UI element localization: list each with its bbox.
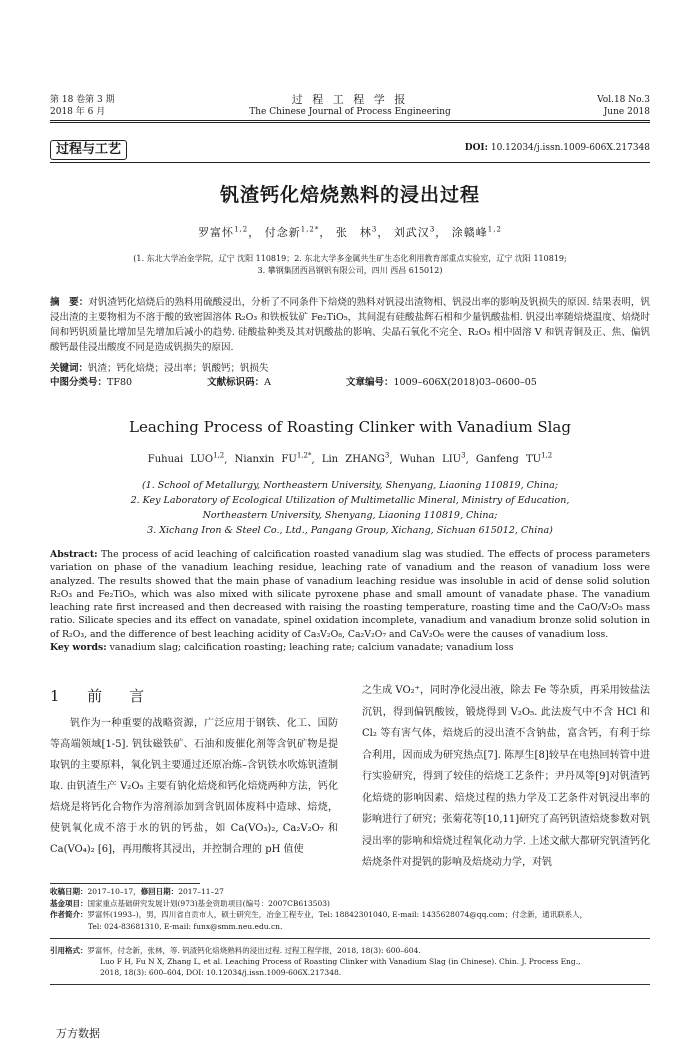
journal-name-en: The Chinese Journal of Process Engineering <box>249 107 451 117</box>
author-cn: 刘武汉$^3$ <box>393 225 436 239</box>
keywords-en-label: Key words: <box>50 642 107 654</box>
affiliation-line: 2. Key Laboratory of Ecological Utilization of Multimetallic Mineral, Ministry of Education, <box>130 495 570 506</box>
abstract-cn-text: 对钒渣钙化焙烧后的熟料用硫酸浸出，分析了不同条件下焙烧的熟料对钒浸出渣物相、钒浸出率的影响及钒损失的原因. 结果表明，钒浸出渣的主要物相为不溶于酸的致密固溶体 R₂O₃ 和铁板钛矿 Fe₂TiO₅，其间混有硅酸盐辉石相和少量钒酸盐相. 钒浸出率随焙烧温度、焙烧时间和钙钒质量比增加呈先增加后减小的趋势. 硅酸盐种类及其对钒酸盐的影响、尖晶石氧化不完全、R₂O₃ 相中固溶 V 和钒青铜及正、焦、偏钒酸钙最佳浸出酸度不同是造成钒损失的原因. <box>50 297 650 353</box>
header-rule-thin <box>50 122 650 123</box>
body-paragraph: 之生成 VO₂⁺，同时净化浸出液，除去 Fe 等杂质，再采用铵盐法沉钒，得到偏钒酸铵，锻烧得到 V₂O₅. 此法废气中不含 HCl 和 Cl₂ 等有害气体，焙烧后的浸出渣不含钠盐，富含钙，有利于综合利用，因而成为研究热点[7]. 陈厚生[8]较早在电热回转管中进行实验研究，得到了较佳的焙烧工艺条件；尹丹凤等[9]对钒渣钙化焙烧的影响因素、焙烧过程的热力学及工艺条件对钒浸出率的影响进行了研究；张菊花等[10,11]研究了高钙钒渣焙烧参数对钒浸出率的影响和焙烧过程氧化动力学. 上述文献大都研究钒渣钙化焙烧条件对提钒的影响及焙烧动力学，对钒 <box>362 685 650 868</box>
document-code: 文献标识码：A <box>207 377 271 388</box>
author-bio-contact: Tel: 024-83681310, E-mail: funx@smm.neu.edu.cn. <box>88 921 283 931</box>
author-list-cn: 罗富怀$^{1,2}$， 付念新$^{1,2*}$， 张 林$^3$， 刘武汉$^3$， 涂赣峰$^{1,2}$ <box>198 225 502 239</box>
footnotes <box>50 886 650 932</box>
abstract-en-label: Abstract: <box>50 549 98 560</box>
citation-en: Luo F H, Fu N X, Zhang L, et al. Leaching Process of Roasting Clinker with Vanadium Slag (in Chinese). Chin. J. Process Eng., <box>100 957 581 966</box>
received-dates: 收稿日期：2017–10–17，修回日期：2017–11–27 <box>50 887 224 896</box>
doi-value: 10.12034/j.issn.1009-606X.217348 <box>490 143 650 153</box>
wanfang-watermark: 万方数据 <box>56 1027 100 1040</box>
classification-line <box>50 376 650 390</box>
abstract-en-text: The process of acid leaching of calcification roasted vanadium slag was studied. The effects of process parameters variation on phase of the vanadium leaching residue, leaching rate of vanadium and the reason of vanadium loss were analyzed. The results showed that the main phase of vanadium leaching residue was insoluble in acid of dense solid solution R₂O₃ and Fe₂TiO₅, which was also mixed with silicate pyroxene phase and small amount of vanadate phase. The vanadium leaching rate first increased and then decreased with raising the roasting temperature, roasting time and the CaO/V₂O₅ mass ratio. Silicate species and its effect on vanadate, spinel oxidation incomplete, vanadium and vanadium bronze solid solution in of R₂O₃, and the difference of best leaching acidity of Ca₃V₂O₈, Ca₂V₂O₇ and CaV₂O₆ were the causes of vanadium loss. <box>50 549 650 640</box>
article-title-en: Leaching Process of Roasting Clinker with Vanadium Slag <box>129 418 571 436</box>
body-column-right <box>362 680 650 874</box>
abstract-en <box>50 548 650 654</box>
journal-name-cn: 过 程 工 程 学 报 <box>291 93 409 106</box>
header-rule <box>50 120 650 121</box>
article-title-cn: 钒渣钙化焙烧熟料的浸出过程 <box>219 184 480 206</box>
section-heading: 1 前 言 <box>50 687 151 705</box>
author-en: Lin ZHANG$^3$ <box>321 452 390 466</box>
citation-box <box>50 938 650 985</box>
date-en: June 2018 <box>603 107 650 117</box>
date-cn: 2018 年 6 月 <box>50 107 106 117</box>
affiliation-line: Northeastern University, Shenyang, Liaoning 110819, China; <box>202 510 498 521</box>
citation-en-cont: 2018, 18(3): 600–604, DOI: 10.12034/j.issn.1009-606X.217348. <box>100 968 342 977</box>
volume-issue-en: Vol.18 No.3 <box>597 95 650 105</box>
doi[interactable] <box>465 143 650 153</box>
article-meta-cn <box>50 362 650 390</box>
affiliations-en <box>60 478 640 538</box>
footnote-rule <box>50 883 200 884</box>
keywords-cn: 关键词：钒渣；钙化焙烧；浸出率；钒酸钙；钒损失 <box>50 363 269 374</box>
citation-cn: 引用格式：罗富怀，付念新，张林，等. 钒渣钙化焙烧熟料的浸出过程. 过程工程学报，2018, 18(3): 600–604. <box>50 946 421 955</box>
author-cn: 付念新$^{1,2*}$ <box>264 225 320 239</box>
author-list-en: Fuhuai LUO$^{1,2}$, Nianxin $FU^{1,2*}$, Lin ZHANG$^3$, Wuhan LIU$^3$, Ganfeng TU$^{1,2}$ <box>147 452 553 466</box>
article-number: 文章编号：1009–606X(2018)03–0600–05 <box>346 377 537 388</box>
funding-note: 基金项目：国家重点基础研究发展计划(973)基金资助项目(编号：2007CB613503) <box>50 898 330 908</box>
author-en: Wuhan LIU$^3$ <box>399 452 466 466</box>
author-cn: 张 林$^3$ <box>335 225 378 239</box>
journal-name <box>50 94 650 118</box>
affiliation-line: (1. School of Metallurgy, Northeastern University, Shenyang, Liaoning 110819, China; <box>141 480 559 491</box>
author-en: Ganfeng TU$^{1,2}$ <box>475 452 553 466</box>
author-cn: 涂赣峰$^{1,2}$ <box>451 225 502 239</box>
author-bio: 作者简介：罗富怀(1993–)，男，四川省自贡市人，硕士研究生，冶金工程专业，Tel: 18842301040, E-mail: 1435628074@qq.com；付念新，通讯联系人， <box>50 910 588 919</box>
keywords-en-text: vanadium slag; calcification roasting; leaching rate; calcium vanadate; vanadium loss <box>109 642 514 654</box>
affiliation-line: 3. 攀钢集团西昌钢钒有限公司，四川 西昌 615012) <box>257 266 443 275</box>
author-cn: 罗富怀$^{1,2}$ <box>198 225 249 239</box>
column-badge: 过程与工艺 <box>50 140 127 160</box>
issue-info-en <box>597 94 650 118</box>
affiliation-line: (1. 东北大学冶金学院，辽宁 沈阳 110819；2. 东北大学多金属共生矿生态化利用教育部重点实验室，辽宁 沈阳 110819; <box>133 254 567 263</box>
author-en: Nianxin $FU^{1,2*}$ <box>234 452 312 466</box>
doi-label: DOI: <box>464 143 488 153</box>
doi-rule <box>50 162 650 163</box>
body-column-left <box>50 683 338 860</box>
affiliations-cn <box>40 253 660 277</box>
body-paragraph: 钒作为一种重要的战略资源，广泛应用于钢铁、化工、国防等高端领域[1-5]. 钒钛磁铁矿、石油和废催化剂等含钒矿物是提取钒的主要原料，氧化钒主要通过还原冶炼–含钒铁水吹炼钒渣制取. 由钒渣生产 V₂O₅ 主要有钠化焙烧和钙化焙烧两种方法，钙化焙烧是将钙化合物作为溶剂添加到含钒固体废料中造球、焙烧，使钒氧化成不溶于水的钒的钙盐，如 Ca(VO₃)₂, Ca₂V₂O₇ 和 Ca(VO₄)₂ [6]，再用酸将其浸出，并控制合理的 pH 值使 <box>50 718 338 855</box>
abstract-cn <box>50 295 650 355</box>
author-en: Fuhuai LUO$^{1,2}$ <box>147 452 225 466</box>
abstract-cn-label: 摘 要： <box>50 297 89 308</box>
journal-header <box>50 94 650 120</box>
affiliation-line: 3. Xichang Iron & Steel Co., Ltd., Pangang Group, Xichang, Sichuan 615012, China) <box>147 525 553 536</box>
volume-issue-cn: 第 18 卷第 3 期 <box>50 95 115 105</box>
clc-number: 中图分类号：TF80 <box>50 377 133 388</box>
